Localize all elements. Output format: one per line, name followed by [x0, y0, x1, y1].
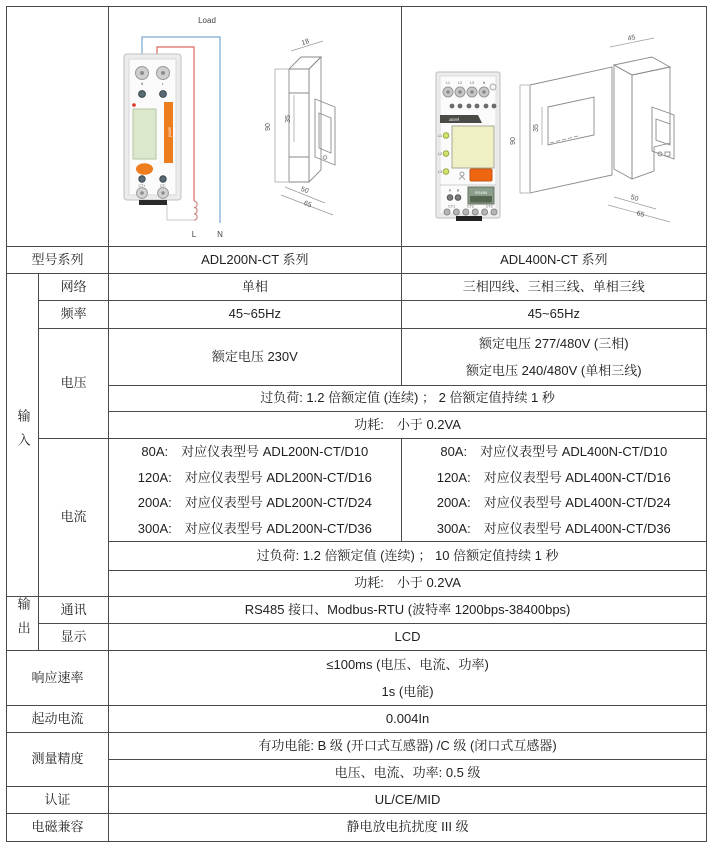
spec-sheet	[6, 6, 707, 842]
spec-table	[6, 6, 707, 842]
cell-start-current-value: 0.004In	[109, 706, 707, 733]
setting-button	[136, 163, 153, 175]
terminal-a-label: A	[448, 188, 451, 193]
wiring-l-label: L	[191, 230, 197, 239]
led1-label: L1	[437, 134, 442, 138]
product-image-adl200n	[109, 7, 401, 247]
current-right-line: 300A: 对应仪表型号 ADL400N-CT/D36	[436, 520, 671, 536]
cell-cert-value: UL/CE/MID	[109, 787, 707, 814]
cell-voltage-power: 功耗: 小于 0.2VA	[109, 412, 707, 439]
cell-frequency-label: 频率	[39, 301, 109, 329]
cell-voltage-right	[401, 329, 706, 386]
led2-label: L2	[437, 152, 442, 156]
cell-voltage-left: 额定电压 230V	[109, 329, 401, 386]
voltage-right-line2: 额定电压 240/480V (单相三线)	[465, 363, 642, 378]
cell-start-current-label: 起动电流	[7, 706, 109, 733]
adl400n-dimension-sketch	[510, 34, 674, 222]
dim-width-label: 45	[626, 34, 636, 43]
cell-accuracy-line2: 电压、电流、功率: 0.5 级	[109, 760, 707, 787]
cell-network-right: 三相四线、三相三线、单相三线	[401, 274, 706, 301]
cell-display-label: 显示	[39, 624, 109, 651]
dim-slot-label: 35	[532, 124, 540, 132]
ct-return-wire	[167, 203, 194, 220]
current-right-line: 120A: 对应仪表型号 ADL400N-CT/D16	[436, 469, 671, 485]
ct2-label: CT2	[466, 204, 474, 209]
dim-depth2-label: 65	[302, 199, 313, 210]
lcd-display	[452, 126, 494, 168]
cell-response-label: 响应速率	[7, 651, 109, 706]
current-left-line: 80A: 对应仪表型号 ADL200N-CT/D10	[141, 444, 369, 459]
cell-response-value	[109, 651, 707, 706]
output-group-label: 输出	[15, 597, 31, 646]
cell-current-power: 功耗: 小于 0.2VA	[109, 571, 707, 597]
rs485-label: RS485	[474, 190, 487, 195]
wiring-load-label: Load	[198, 16, 217, 25]
response-line2: 1s (电能)	[381, 684, 434, 699]
terminal-l-label: L	[162, 82, 165, 86]
dim-slot-label: 35	[285, 115, 293, 123]
adl200n-meter-front	[124, 54, 181, 205]
adl200n-illustration	[109, 7, 401, 247]
voltage-right-line1: 额定电压 277/480V (三相)	[478, 336, 629, 351]
terminal-l2-label: L2	[457, 81, 462, 85]
cell-network-label: 网络	[39, 274, 109, 301]
cell-image-row-spacer	[7, 7, 109, 247]
ct-coil-symbol	[194, 201, 197, 220]
terminal-l3-label: L3	[469, 81, 474, 85]
cell-model-left: ADL200N-CT 系列	[109, 247, 401, 274]
adl400n-illustration	[402, 7, 707, 247]
terminal-b-label: B	[456, 188, 459, 193]
cell-voltage-overload: 过负荷: 1.2 倍额定值 (连续) ； 2 倍额定值持续 1 秒	[109, 386, 707, 412]
cell-input-group	[7, 274, 39, 597]
dim-height-label: 90	[509, 137, 517, 145]
cell-voltage-label: 电压	[39, 329, 109, 439]
dim-depth1-label: 50	[629, 194, 639, 203]
cell-model-right: ADL400N-CT 系列	[401, 247, 706, 274]
cell-output-group	[7, 597, 39, 651]
current-right-line: 200A: 对应仪表型号 ADL400N-CT/D24	[436, 495, 671, 510]
cell-cert-label: 认证	[7, 787, 109, 814]
brand-band	[440, 115, 482, 123]
cell-current-label: 电流	[39, 439, 109, 597]
brand-logo: acrel	[167, 127, 173, 137]
cell-current-left	[109, 439, 401, 542]
ct1-label: CT1	[447, 204, 455, 209]
current-left-line: 120A: 对应仪表型号 ADL200N-CT/D16	[137, 469, 372, 485]
wiring-n-label: N	[217, 230, 224, 239]
led3-label: L3	[437, 170, 442, 174]
dimension-lines	[520, 38, 670, 222]
current-left-line: 300A: 对应仪表型号 ADL200N-CT/D36	[137, 520, 372, 536]
lcd-display	[133, 109, 156, 159]
current-right-line: 80A: 对应仪表型号 ADL400N-CT/D10	[440, 444, 668, 459]
current-left-line: 200A: 对应仪表型号 ADL200N-CT/D24	[137, 495, 372, 510]
cell-comm-value: RS485 接口、Modbus-RTU (波特率 1200bps-38400bps)	[109, 597, 707, 624]
cell-accuracy-label: 测量精度	[7, 733, 109, 787]
cell-current-right	[401, 439, 706, 542]
input-group-label: 输入	[15, 408, 31, 457]
cell-comm-label: 通讯	[39, 597, 109, 624]
cell-model-label: 型号系列	[7, 247, 109, 274]
cell-emc-label: 电磁兼容	[7, 814, 109, 842]
cell-accuracy-line1: 有功电能: B 级 (开口式互感器) /C 级 (闭口式互感器)	[109, 733, 707, 760]
adl200n-dimension-sketch	[265, 38, 335, 215]
cell-frequency-right: 45~65Hz	[401, 301, 706, 329]
dim-depth1-label: 50	[299, 185, 310, 196]
ct-minus-label: CT-	[160, 184, 167, 188]
product-image-adl400n	[401, 7, 706, 247]
cell-frequency-left: 45~65Hz	[109, 301, 401, 329]
dim-width-label: 18	[300, 38, 311, 48]
set-button	[470, 169, 492, 181]
adl400n-meter-front	[436, 72, 500, 221]
cell-emc-value: 静电放电抗扰度 III 级	[109, 814, 707, 842]
cell-network-left: 单相	[109, 274, 401, 301]
terminal-n-label: N	[140, 82, 144, 86]
cell-display-value: LCD	[109, 624, 707, 651]
din-clip	[139, 200, 167, 205]
dim-height-label: 90	[265, 123, 273, 131]
response-line1: ≤100ms (电压、电流、功率)	[326, 657, 489, 672]
ct3-label: CT3	[485, 204, 493, 209]
cell-current-overload: 过负荷: 1.2 倍额定值 (连续) ； 10 倍额定值持续 1 秒	[109, 542, 707, 571]
din-clip	[456, 216, 482, 221]
terminal-l1-label: L1	[445, 81, 450, 85]
dim-depth2-label: 65	[635, 210, 645, 219]
status-led	[132, 103, 136, 107]
ct-plus-label: CT+	[138, 184, 146, 188]
brand-logo: acrel	[448, 117, 459, 122]
terminal-nn-label: N	[482, 81, 485, 85]
